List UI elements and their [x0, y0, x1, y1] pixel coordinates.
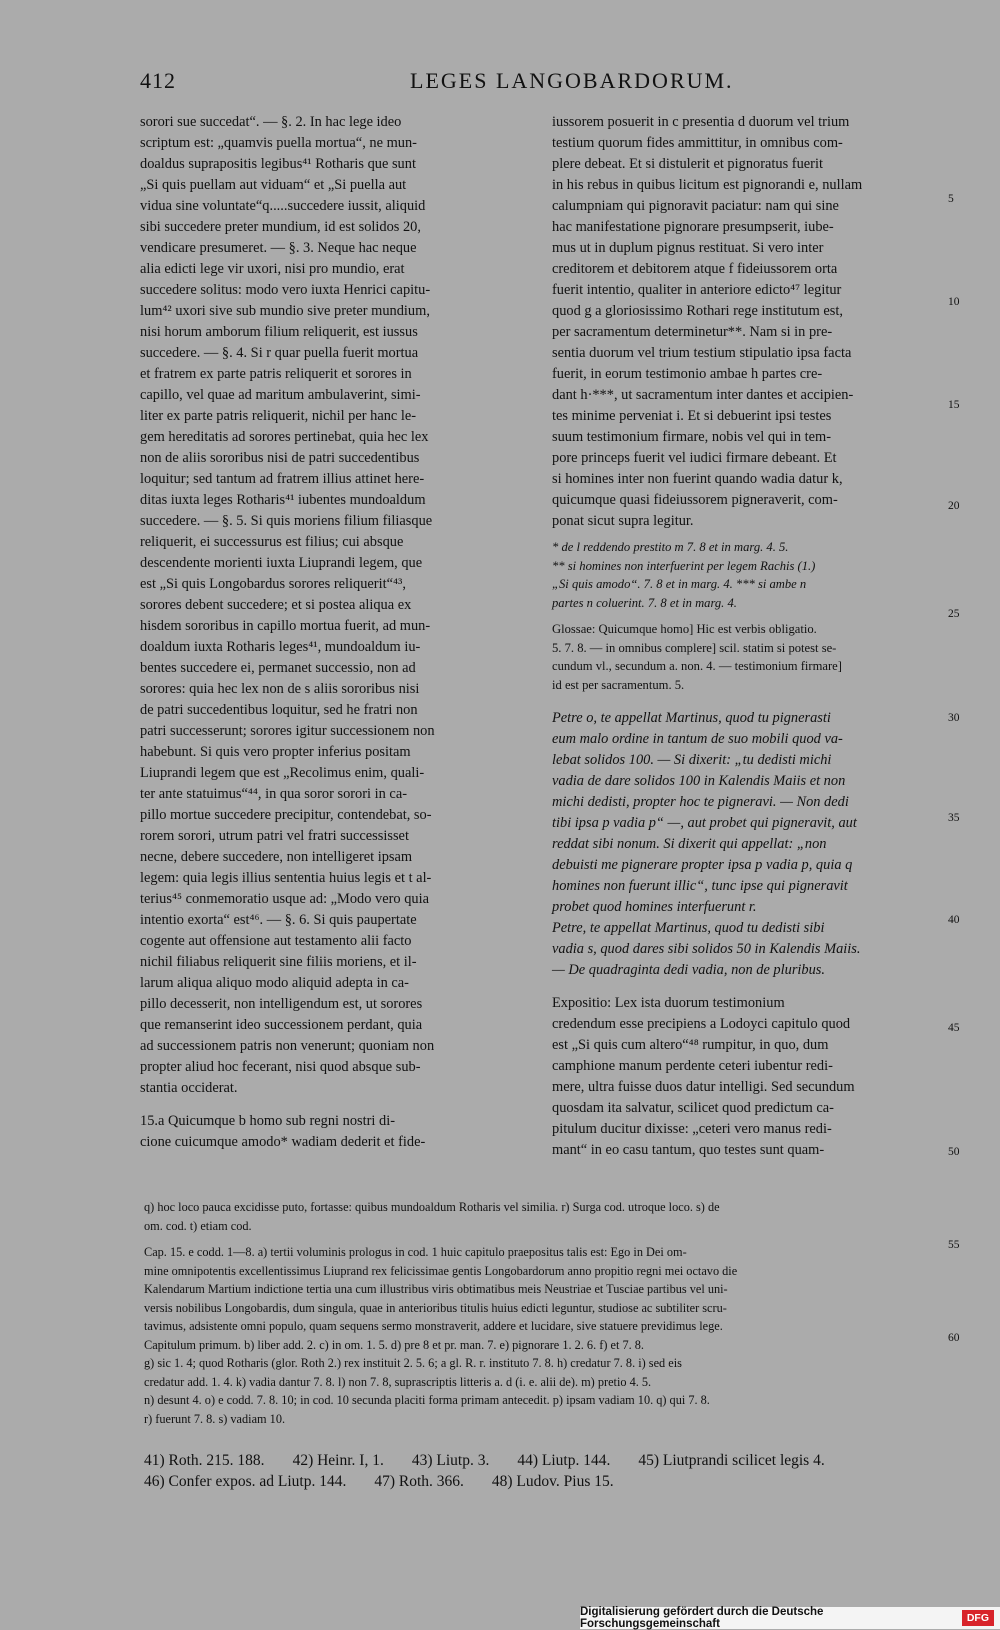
footnote-line: n) desunt 4. o) e codd. 7. 8. 10; in cod. 10 secunda placiti forma primam antecedit. p) ipsam vadiam 10. q) qui 7. 8.: [144, 1393, 710, 1407]
reference-item: 48) Ludov. Pius 15.: [491, 1473, 614, 1490]
reference-item: 43) Liutp. 3.: [411, 1452, 490, 1469]
text-line: suum testimonium firmare, nobis vel qui in tem-: [552, 429, 831, 445]
margin-number: 15: [948, 399, 960, 411]
text-line: necne, debere succedere, non intelligeret ipsam: [140, 849, 413, 865]
expositio-line: est „Si quis cum altero“⁴⁸ rumpitur, in quo, dum: [552, 1037, 829, 1053]
text-line: mus ut in duplum pignus restituat. Si vero inter: [552, 240, 824, 256]
text-line: si homines inter non fuerint quando wadia datur k,: [552, 471, 843, 487]
text-line: quicumque quasi fideiussorem pigneraverit, com-: [552, 492, 838, 508]
spacer: [140, 1099, 538, 1111]
running-head: LEGES LANGOBARDORUM.: [410, 68, 734, 93]
note-line: * de l reddendo prestito m 7. 8 et in marg. 4. 5.: [552, 540, 789, 554]
gloss-line: Glossae: Quicumque homo] Hic est verbis obligatio.: [552, 622, 817, 636]
footnote-line: Cap. 15. e codd. 1—8. a) tertii voluminis prologus in cod. 1 huic capitulo praepositus talis est: Ego in Dei om-: [144, 1245, 687, 1259]
footnote-line: q) hoc loco pauca excidisse puto, fortasse: quibus mundoaldum Rotharis vel similia. r) Surga cod. utroque loco. s) de: [144, 1200, 720, 1214]
reference-item: 42) Heinr. I, 1.: [292, 1452, 384, 1469]
text-line: sorores: quia hec lex non de s aliis sororibus nisi: [140, 681, 420, 697]
text-line: vendicare presumeret. — §. 3. Neque hac neque: [140, 240, 417, 256]
expositio-line: mant“ in eo casu tantum, quo testes sunt quam-: [552, 1142, 825, 1158]
note-line: „Si quis amodo“. 7. 8 et in marg. 4. *** si ambe n: [552, 577, 807, 591]
footnote-line: versis nobilibus Longobardis, dum singula, quae in anterioribus titulis huius edicti leguntur, studiose ac subtiliter scru-: [144, 1300, 727, 1315]
footnote-line: credatur add. 1. 4. k) vadia dantur 7. 8. l) non 7. 8, suprascriptis litteris a. d (i. e. alii de). m) pretio 4. 5.: [144, 1374, 652, 1389]
formula-line: debuisti me pignerare propter ipsa p vadia p, quia q: [552, 857, 853, 873]
text-line: pore princeps fuerit vel iudici firmare debeant. Et: [552, 450, 837, 466]
reference-row: [144, 1450, 944, 1471]
footnote-line: g) sic 1. 4; quod Rotharis (glor. Roth 2.) rex instituit 2. 5. 6; a gl. R. r. instituto 7. 8. h) credatur 7. 8. i) sed eis: [144, 1356, 682, 1370]
text-line: succedere. — §. 4. Si r quar puella fuerit mortua: [140, 345, 419, 361]
formula-line: — De quadraginta dedi vadia, non de pluribus.: [552, 962, 826, 978]
formula-line: homines non fuerunt illic“, tunc ipse qui pigneravit: [552, 878, 848, 894]
text-line: legem: quia legis illius sententia huius legis et t al-: [140, 870, 432, 886]
text-line: calumpniam qui pignoravit paciatur: nam qui sine: [552, 198, 839, 214]
text-line: larum aliqua aliquo modo aliquid adepta in ca-: [140, 975, 409, 991]
margin-number: 45: [948, 1022, 960, 1034]
footer: [580, 1607, 1000, 1629]
expositio-line: quosdam ita salvatur, scilicet quod predictum ca-: [552, 1100, 834, 1116]
text-line: et fratrem ex parte patris reliquerit et sorores in: [140, 366, 412, 382]
formula-line: Petre, te appellat Martinus, quod tu dedisti sibi: [552, 920, 825, 936]
spacer: [144, 1235, 944, 1243]
footnote-line: om. cod. t) etiam cod.: [144, 1218, 252, 1233]
reference-item: 44) Liutp. 144.: [517, 1452, 611, 1469]
spacer: [552, 981, 947, 993]
text-line: est „Si quis Longobardus sorores reliquerit“⁴³,: [140, 576, 406, 592]
text-line: cogente aut offensione aut testamento alii facto: [140, 933, 412, 949]
margin-number: 10: [948, 296, 960, 308]
margin-number: 60: [948, 1332, 960, 1344]
text-line: sentia duorum vel trium testium stipulatio ipsa facta: [552, 345, 852, 361]
text-line: succedere solitus: modo vero iuxta Henrici capitu-: [140, 282, 431, 298]
text-line: fuerit, in eorum testimonio ambae h partes cre-: [552, 366, 823, 382]
text-line: ditas iuxta leges Rotharis⁴¹ iubentes mundoaldum: [140, 492, 426, 508]
text-line: testium quorum fides ammittitur, in omnibus com-: [552, 135, 843, 151]
expositio-line: pitulum ducitur dixisse: „ceteri vero manus redi-: [552, 1121, 832, 1137]
reference-item: 47) Roth. 366.: [374, 1473, 464, 1490]
text-line: que remanserint ideo successionem perdant, quia: [140, 1017, 423, 1033]
formula-line: probet quod homines interfuerunt r.: [552, 899, 757, 915]
text-line: dant h·***, ut sacramentum inter dantes et accipien-: [552, 387, 854, 403]
footnote-line: mine omnipotentis excellentissimus Liuprand rex felicissimae gentis Longobardorum anno propitio regni mei octavo die: [144, 1263, 738, 1278]
text-line: lum⁴² uxori sive sub mundio sive preter mundium,: [140, 303, 430, 319]
text-line: doaldus suprapositis legibus⁴¹ Rotharis que sunt: [140, 156, 416, 172]
reference-item: 45) Liutprandi scilicet legis 4.: [638, 1452, 825, 1469]
text-line: ad successionem patris non venerunt; quoniam non: [140, 1038, 435, 1054]
left-column: [140, 112, 538, 1153]
text-line: per sacramentum determinetur**. Nam si in pre-: [552, 324, 833, 340]
text-line: bentes succedere ei, permanet successio, non ad: [140, 660, 416, 676]
note-line: partes n coluerint. 7. 8 et in marg. 4.: [552, 595, 737, 610]
right-column: [552, 112, 947, 1161]
text-line: quod g a gloriosissimo Rothari rege institutum est,: [552, 303, 843, 319]
text-line: hisdem sororibus in capillo mortua fuerit, ad mun-: [140, 618, 431, 634]
text-line: doaldum iuxta Rotharis leges⁴¹, mundoaldum iu-: [140, 639, 421, 655]
footnote-line: tavimus, adsistente omni populo, quam sequens sermo monstraverit, addere et lucidare, sive statuere previdimus lege.: [144, 1319, 723, 1333]
text-line: nichil filiabus reliquerit sine filiis moriens, et il-: [140, 954, 417, 970]
margin-number: 35: [948, 812, 960, 824]
footnote-line: Kalendarum Martium indictione tertia una cum illustribus viris obtimatibus meis Neustriae et Tusciae partibus vel uni-: [144, 1282, 728, 1296]
text-line: intentio exorta“ est⁴⁶. — §. 6. Si quis paupertate: [140, 912, 417, 928]
footer-text: Digitalisierung gefördert durch die Deutsche Forschungsgemeinschaft: [580, 1606, 824, 1630]
text-line: patri successerunt; sorores igitur successionem non: [140, 723, 435, 739]
text-line: capillo, vel quae ad maritum ambulaverint, simi-: [140, 387, 421, 403]
text-line: „Si quis puellam aut viduam“ et „Si puella aut: [140, 177, 407, 193]
text-line: pillo mortue succedere precipitur, contendebat, so-: [140, 807, 432, 823]
spacer: [552, 612, 947, 620]
text-line: non de aliis sororibus nisi de patri succedentibus: [140, 450, 420, 466]
text-line: Liuprandi legem que est „Recolimus enim, quali-: [140, 765, 425, 781]
page-number: 412: [140, 68, 176, 93]
footnote-line: r) fuerunt 7. 8. s) vadiam 10.: [144, 1411, 286, 1426]
formula-line: tibi ipsa p vadia p“ —, aut probet qui pigneravit, aut: [552, 815, 857, 831]
formula-line: vadia de dare solidos 100 in Kalendis Maiis et non: [552, 773, 846, 789]
text-line: sibi succedere preter mundium, id est solidos 20,: [140, 219, 421, 235]
spacer: [552, 694, 947, 708]
chapter-line: 15.a Quicumque b homo sub regni nostri di-: [140, 1113, 395, 1129]
reference-item: 41) Roth. 215. 188.: [144, 1452, 265, 1469]
text-line: scriptum est: „quamvis puella mortua“, ne mun-: [140, 135, 417, 151]
text-line: creditorem et debitorem atque f fideiussorem orta: [552, 261, 838, 277]
margin-number: 20: [948, 500, 960, 512]
expositio-line: mere, ultra fuisse duos datur intelligi. Sed secundum: [552, 1079, 855, 1095]
text-line: succedere. — §. 5. Si quis moriens filium filiasque: [140, 513, 433, 529]
note-line: ** si homines non interfuerint per legem Rachis (1.): [552, 558, 816, 573]
text-line: iussorem posuerit in c presentia d duorum vel trium: [552, 114, 850, 130]
text-line: habebunt. Si quis vero propter inferius positam: [140, 744, 411, 760]
margin-number: 25: [948, 608, 960, 620]
formula-line: Petre o, te appellat Martinus, quod tu pignerasti: [552, 710, 831, 726]
text-line: descendente morienti iuxta Liuprandi legem, que: [140, 555, 423, 571]
text-line: fuerit intentio, qualiter in anteriore edicto⁴⁷ legitur: [552, 282, 842, 298]
margin-number: 5: [948, 193, 954, 205]
formula-line: vadia s, quod dares sibi solidos 50 in Kalendis Maiis.: [552, 941, 861, 957]
text-line: tes minime perveniat i. Et si debuerint ipsi testes: [552, 408, 832, 424]
text-line: de patri succedentibus loquitur, sed he fratri non: [140, 702, 418, 718]
chapter-line: cione cuicumque amodo* wadiam dederit et fide-: [140, 1134, 426, 1150]
text-line: nisi horum amborum filium reliquerit, est iussus: [140, 324, 418, 340]
text-line: terius⁴⁵ conmemoratio usque ad: „Modo vero quia: [140, 891, 429, 907]
text-line: pillo decesserit, non intelligendum est, ut sorores: [140, 996, 423, 1012]
text-line: ponat sicut supra legitur.: [552, 513, 694, 529]
text-line: ter ante statuimus“⁴⁴, in qua soror sorori in ca-: [140, 786, 407, 802]
margin-number: 40: [948, 914, 960, 926]
text-line: loquitur; sed tantum ad fratrem illius attinet here-: [140, 471, 425, 487]
text-line: gem hereditatis ad sorores pertinebat, quia hec lex: [140, 429, 429, 445]
expositio-line: credendum esse precipiens a Lodoyci capitulo quod: [552, 1016, 851, 1032]
page-header: [140, 68, 920, 98]
reference-item: 46) Confer expos. ad Liutp. 144.: [144, 1473, 347, 1490]
formula-line: lebat solidos 100. — Si dixerit: „tu dedisti michi: [552, 752, 832, 768]
margin-number: 50: [948, 1146, 960, 1158]
text-line: alia edicti lege vir uxori, nisi pro mundio, erat: [140, 261, 405, 277]
text-line: propter aliud hoc fecerant, nisi quod absque sub-: [140, 1059, 421, 1075]
text-line: stantia occiderat.: [140, 1080, 238, 1096]
references: [144, 1450, 944, 1492]
text-line: in his rebus in quibus licitum est pignorandi e, nullam: [552, 177, 863, 193]
text-line: liter ex parte patris reliquerit, nichil per hanc le-: [140, 408, 417, 424]
formula-line: eum malo ordine in tantum de suo mobili quod va-: [552, 731, 843, 747]
expositio-line: camphione manum perdente ceteri iubentur redi-: [552, 1058, 833, 1074]
gloss-line: cundum vl., secundum a. non. 4. — testimonium firmare]: [552, 659, 842, 673]
expositio-line: Expositio: Lex ista duorum testimonium: [552, 995, 785, 1011]
footnotes: [144, 1198, 944, 1428]
text-line: reliquerit, ei successurus est filius; cui absque: [140, 534, 404, 550]
text-line: plere debeat. Et si distulerit et pignoratus fuerit: [552, 156, 823, 172]
text-line: vidua sine voluntate“q.....succedere iussit, aliquid: [140, 198, 426, 214]
text-line: sorores debent succedere; et si postea aliqua ex: [140, 597, 412, 613]
margin-number: 30: [948, 712, 960, 724]
gloss-line: 5. 7. 8. — in omnibus complere] scil. statim si potest se-: [552, 640, 837, 655]
text-line: sorori sue succedat“. — §. 2. In hac lege ideo: [140, 114, 402, 130]
formula-line: michi dedisti, propter hoc te pigneravi. — Non dedi: [552, 794, 849, 810]
margin-number: 55: [948, 1239, 960, 1251]
gloss-line: id est per sacramentum. 5.: [552, 677, 685, 692]
dfg-logo: DFG: [962, 1610, 994, 1626]
formula-line: reddat sibi nonum. Si dixerit qui appellat: „non: [552, 836, 827, 852]
footnote-line: Capitulum primum. b) liber add. 2. c) in om. 1. 5. d) pre 8 et pr. man. 7. e) pignorare 1. 2. 6. f) et 7. 8.: [144, 1337, 644, 1352]
text-line: rorem sorori, utrum patri vel fratri successisset: [140, 828, 409, 844]
text-line: hac manifestatione pignorare presumpserit, iube-: [552, 219, 834, 235]
reference-row: [144, 1471, 944, 1492]
